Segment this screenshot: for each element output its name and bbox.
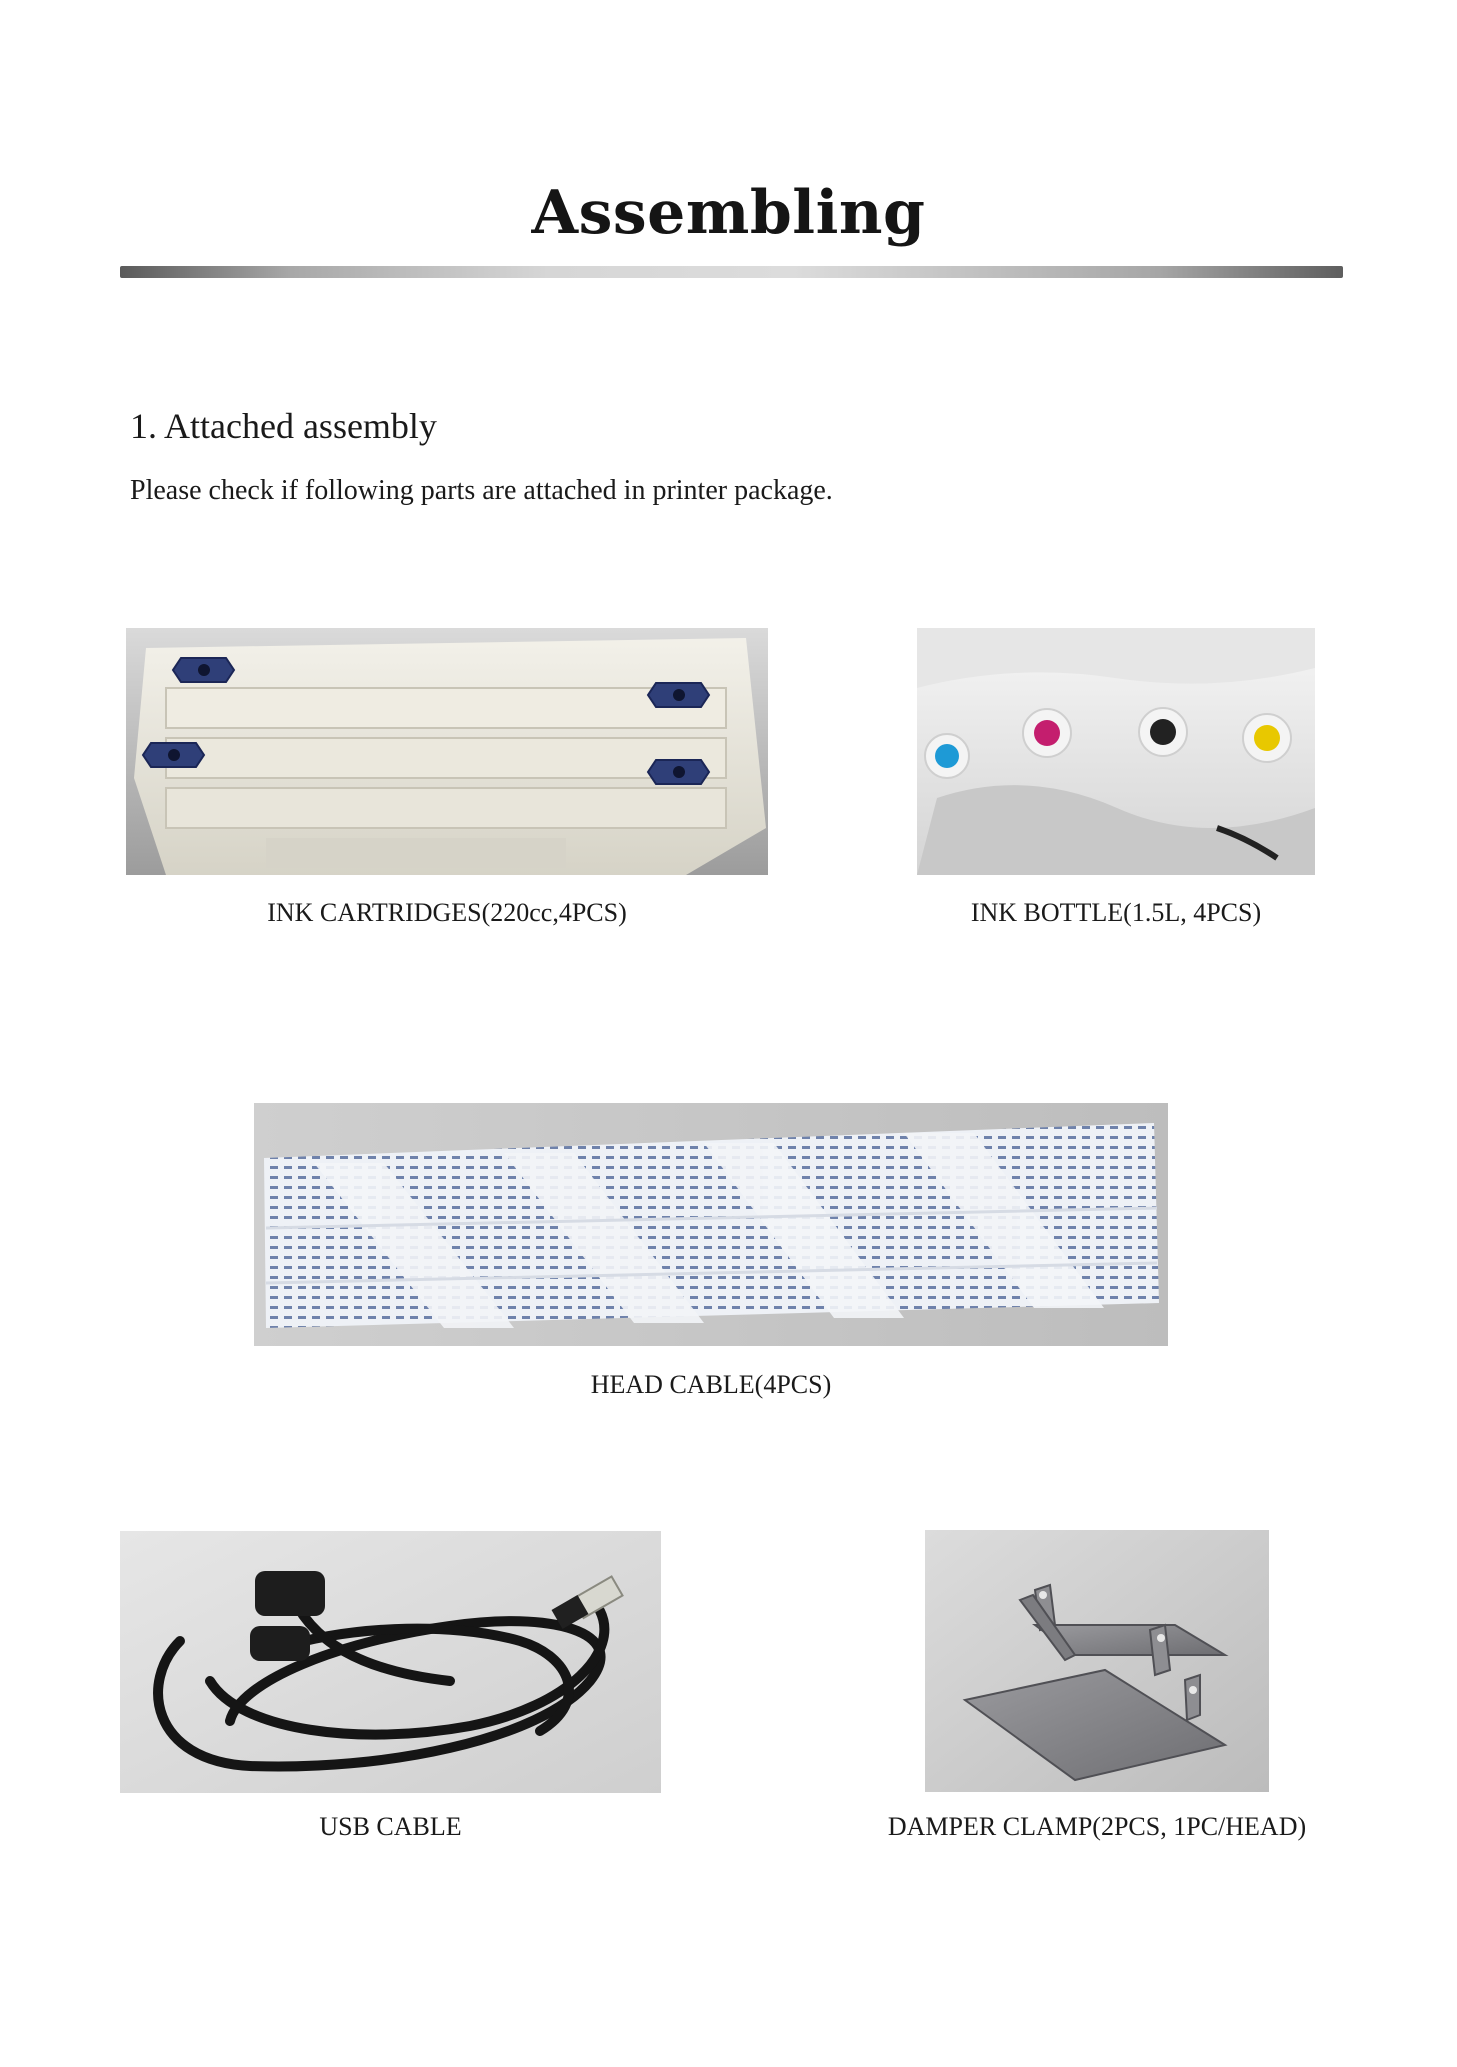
damper-clamp-photo: [925, 1530, 1269, 1792]
part-caption: USB CABLE: [319, 1812, 462, 1841]
section-heading: 1. Attached assembly: [130, 406, 437, 446]
page-title: Assembling: [531, 178, 926, 248]
part-caption: HEAD CABLE(4PCS): [590, 1370, 832, 1399]
head-cable-photo: [254, 1103, 1168, 1346]
part-caption: INK BOTTLE(1.5L, 4PCS): [970, 898, 1262, 927]
part-caption: INK CARTRIDGES(220cc,4PCS): [267, 898, 627, 927]
title-divider: [120, 266, 1343, 278]
ink-bottle-photo: [917, 628, 1315, 875]
usb-cable-photo: [120, 1531, 661, 1793]
intro-text: Please check if following parts are attached in printer package.: [130, 475, 833, 506]
ink-cartridges-photo: [126, 628, 768, 875]
part-caption: DAMPER CLAMP(2PCS, 1PC/HEAD): [887, 1812, 1307, 1841]
